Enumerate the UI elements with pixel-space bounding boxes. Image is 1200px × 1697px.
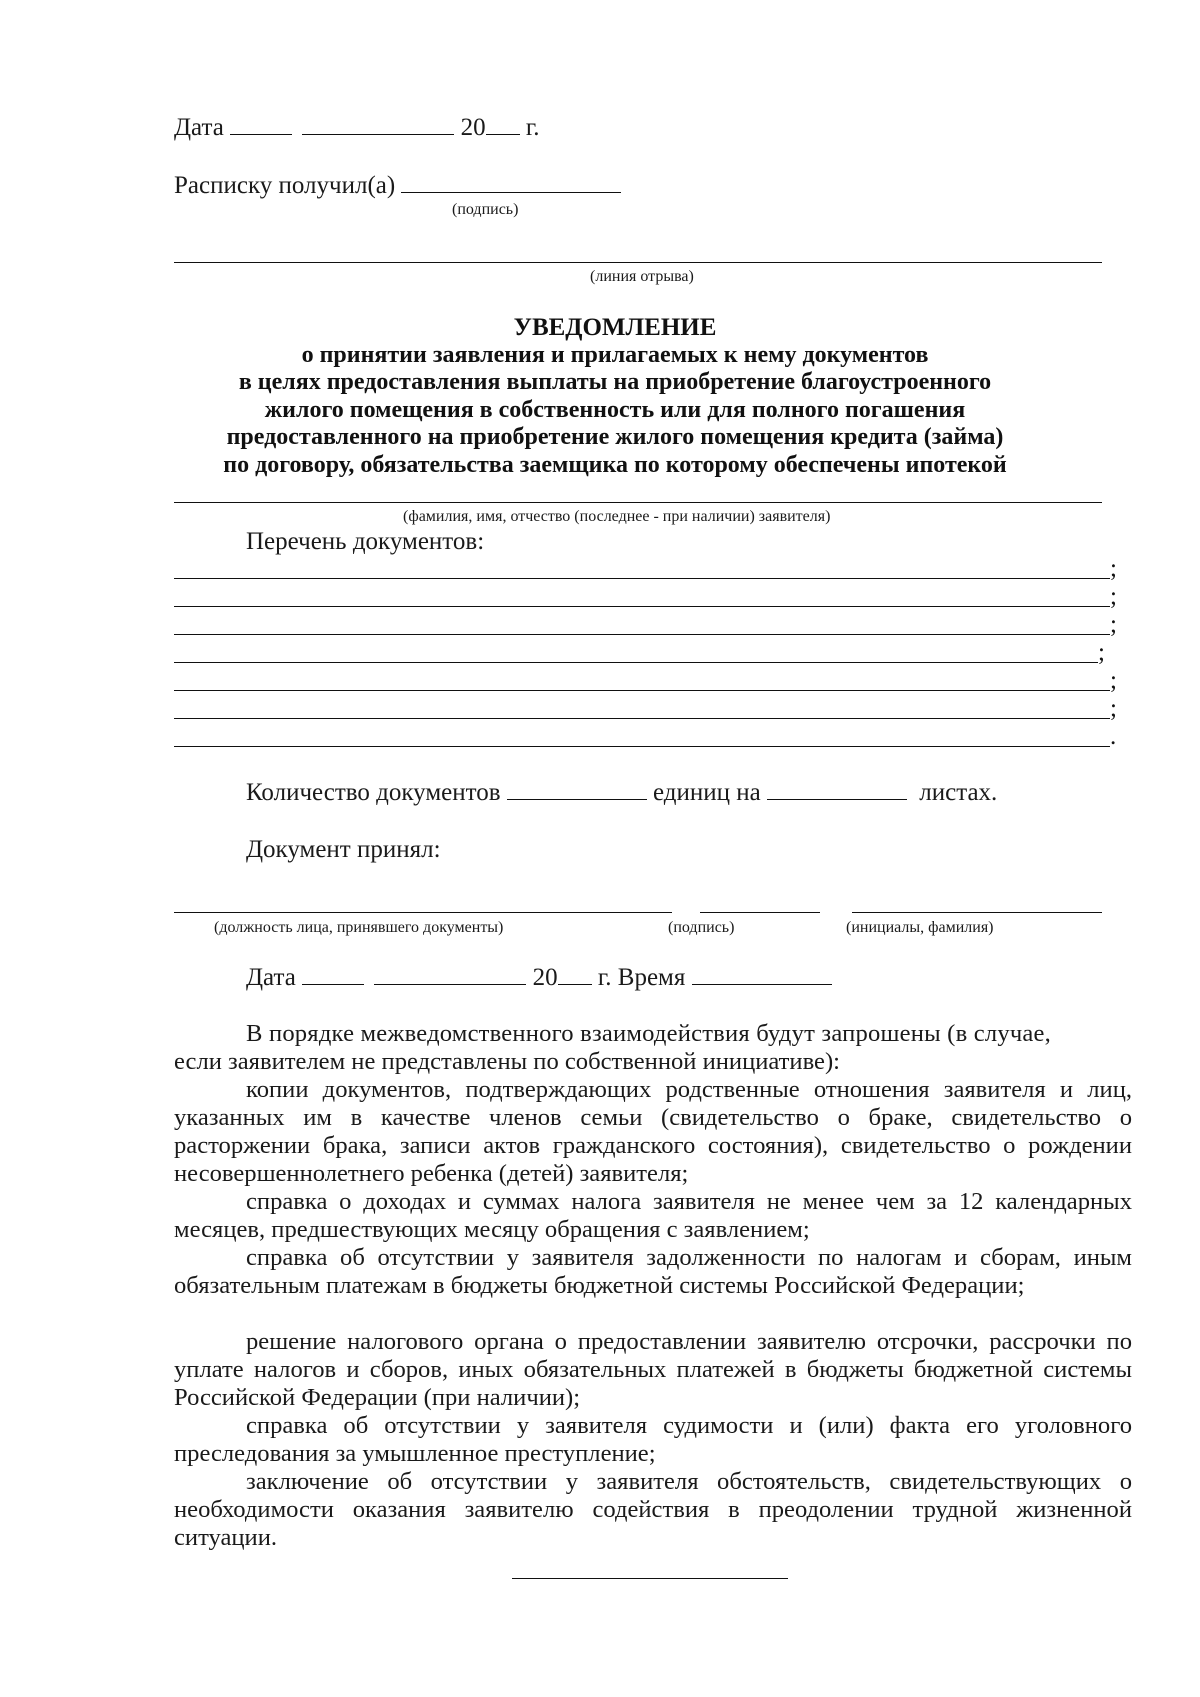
- interagency-item: [174, 1328, 1132, 1412]
- initials-line: [852, 912, 1102, 913]
- document-list-line-ending: ;: [1098, 639, 1105, 666]
- signature-line: [700, 912, 820, 913]
- interagency-item: [174, 1412, 1132, 1468]
- interagency-item-text: решение налогового органа о предоставлении заявителю отсрочки, рассрочки по уплате налогов и сборов, иных обязательных платежей в бюджеты бюджетной системы Российской Федерации (при наличии);: [174, 1328, 1132, 1411]
- accepted-by-label: Документ принял:: [246, 836, 441, 863]
- receipt-year-blank: [486, 112, 520, 135]
- interagency-item-text: заключение об отсутствии у заявителя обстоятельств, свидетельствующих о необходимости оказания заявителю содействия в преодолении трудной жизненной ситуации.: [174, 1468, 1132, 1551]
- receipt-year-suffix: г.: [525, 114, 540, 141]
- document-count-blank: [507, 777, 647, 800]
- document-list-label: Перечень документов:: [246, 528, 485, 555]
- receipt-signature-caption: (подпись): [452, 201, 519, 218]
- acceptance-day-blank: [302, 962, 364, 985]
- receipt-date-line: [174, 112, 540, 143]
- notice-heading: [160, 314, 1070, 479]
- notice-subtitle-line: предоставленного на приобретение жилого помещения кредита (займа): [226, 424, 1004, 450]
- interagency-intro-line: В порядке межведомственного взаимодействия будут запрошены (в случае,: [246, 1020, 1051, 1047]
- document-count-prefix: Количество документов: [246, 779, 501, 806]
- applicant-name-line: [174, 502, 1102, 503]
- acceptance-month-blank: [374, 962, 526, 985]
- document-list-line-ending: ;: [1110, 695, 1117, 722]
- document-list-line-ending: ;: [1110, 583, 1117, 610]
- interagency-item: [174, 1468, 1132, 1552]
- acceptance-date-line: [246, 962, 832, 993]
- interagency-item-text: копии документов, подтверждающих родственные отношения заявителя и лиц, указанных им в качестве членов семьи (свидетельство о браке, свидетельство о расторжении брака, записи актов гражданского состояния), свидетельство о рождении несовершеннолетнего ребенка (детей) заявителя;: [174, 1076, 1132, 1187]
- tear-line: [174, 262, 1102, 263]
- document-count-line: [246, 777, 997, 808]
- initials-caption: (инициалы, фамилия): [846, 919, 994, 936]
- document-list-line: [174, 690, 1110, 691]
- document-list-line: [174, 634, 1110, 635]
- receipt-day-blank: [230, 112, 292, 135]
- notice-subtitle-line: в целях предоставления выплаты на приобретение благоустроенного: [238, 369, 992, 395]
- acceptance-time-blank: [692, 962, 832, 985]
- document-list-line-ending: ;: [1110, 667, 1117, 694]
- receipt-received-line: [174, 170, 621, 201]
- interagency-intro-line: если заявителем не представлены по собственной инициативе):: [174, 1048, 841, 1075]
- receipt-date-label: Дата: [174, 114, 224, 141]
- document-list-line: [174, 606, 1110, 607]
- notice-subtitle-line: жилого помещения в собственность или для полного погашения: [264, 396, 966, 423]
- position-line: [174, 912, 672, 913]
- tear-line-caption: (линия отрыва): [590, 268, 694, 285]
- document-list-line-ending: ;: [1110, 555, 1117, 582]
- receipt-signature-blank: [401, 170, 621, 193]
- closing-rule: [512, 1578, 788, 1579]
- position-caption: (должность лица, принявшего документы): [214, 919, 504, 936]
- document-count-middle: единиц на: [653, 779, 761, 806]
- notice-subtitle-line: о принятии заявления и прилагаемых к нему документов: [301, 341, 929, 368]
- interagency-intro: [174, 1020, 1132, 1076]
- acceptance-year-prefix: 20: [532, 964, 558, 991]
- signature-caption: (подпись): [668, 919, 735, 936]
- interagency-item: [174, 1188, 1132, 1244]
- document-list-line: [174, 718, 1110, 719]
- document-list-line-ending: ;: [1110, 611, 1117, 638]
- interagency-item: [174, 1244, 1132, 1300]
- acceptance-year-suffix: г. Время: [597, 964, 686, 991]
- acceptance-date-label: Дата: [246, 964, 296, 991]
- receipt-year-prefix: 20: [460, 114, 486, 141]
- document-list-line: [174, 662, 1098, 663]
- document-count-suffix: листах.: [919, 779, 998, 806]
- receipt-month-blank: [302, 112, 454, 135]
- receipt-received-label: Расписку получил(а): [174, 172, 396, 199]
- applicant-name-caption: (фамилия, имя, отчество (последнее - при наличии) заявителя): [403, 508, 831, 525]
- interagency-item-text: справка о доходах и суммах налога заявителя не менее чем за 12 календарных месяцев, предшествующих месяцу обращения с заявлением;: [174, 1188, 1132, 1243]
- interagency-item-text: справка об отсутствии у заявителя задолженности по налогам и сборам, иным обязательным платежам в бюджеты бюджетной системы Российской Федерации;: [174, 1244, 1132, 1299]
- interagency-item: [174, 1076, 1132, 1188]
- notice-subtitle-line: по договору, обязательства заемщика по которому обеспечены ипотекой: [223, 451, 1007, 478]
- document-list-line-ending: .: [1110, 723, 1117, 750]
- interagency-item-text: справка об отсутствии у заявителя судимости и (или) факта его уголовного преследования за умышленное преступление;: [174, 1412, 1132, 1467]
- sheet-count-blank: [767, 777, 907, 800]
- document-list-line: [174, 578, 1110, 579]
- acceptance-year-blank: [558, 962, 592, 985]
- notice-title: УВЕДОМЛЕНИЕ: [513, 314, 717, 341]
- document-list-line: [174, 746, 1110, 747]
